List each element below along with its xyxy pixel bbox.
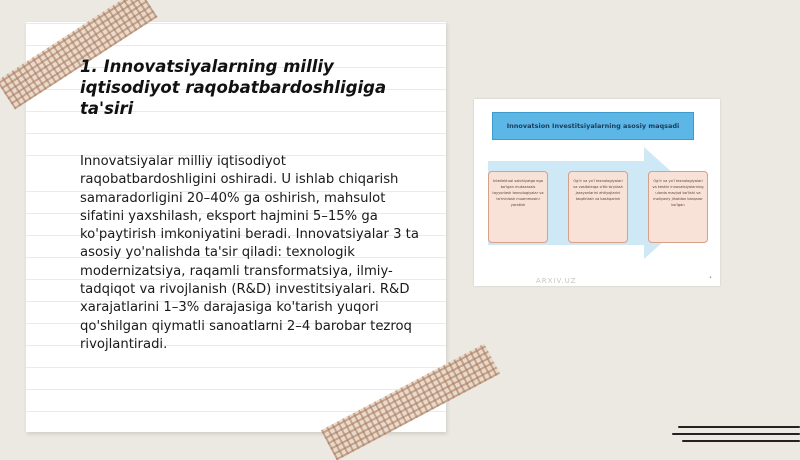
embedded-slide-image (474, 99, 720, 286)
slide-box-2: Og'ir va yo'l texnologiyalari va vositalarga o'tib to'plash jarayonlarini ehtiyojlarini taqdirlash va boshqarish (568, 171, 628, 243)
slide-banner: Innovatsion Investitsiyalarning asosiy maqsadi (492, 112, 694, 140)
slide-box-1: Intellektual salohiyatga ega bo'lgan mutaxassis tayyorlash texnologiyalar va ta'minlash muammosini yaratish (488, 171, 548, 243)
slide-watermark: ARXIV.UZ (536, 277, 577, 285)
slide-body-text: Innovatsiyalar milliy iqtisodiyot raqobatbardoshligini oshiradi. U ishlab chiqarish samaradorligini 20–40% ga oshirish, mahsulot sifatini yaxshilash, eksport hajmini 5–15% ga ko'paytirish imkoniyatini beradi. Innovatsiyalar 3 ta asosiy yo'nalishda ta'sir qiladi: texnologik modernizatsiya, raqamli transformatsiya, ilmiy-tadqiqot va rivojlanish (R&D) investitsiyalari. R&D xarajatlarini 1–3% darajasiga ko'tarish yuqori qo'shilgan qiymatli sanoatlarni 2–4 barobar tezroq rivojlantiradi. (80, 154, 419, 352)
slide-page-dot: • (709, 275, 712, 281)
decorative-lines (672, 420, 800, 450)
slide-box-3: Og'ir va yo'l texnologiyalari va keskin innovatsiyalarning ularda mavjud bo'lishi va moliyaviy jihatdan barqaror bo'lgan (648, 171, 708, 243)
slide-title: 1. Innovatsiyalarning milliy iqtisodiyot raqobatbardoshligiga ta'siri (80, 57, 387, 118)
